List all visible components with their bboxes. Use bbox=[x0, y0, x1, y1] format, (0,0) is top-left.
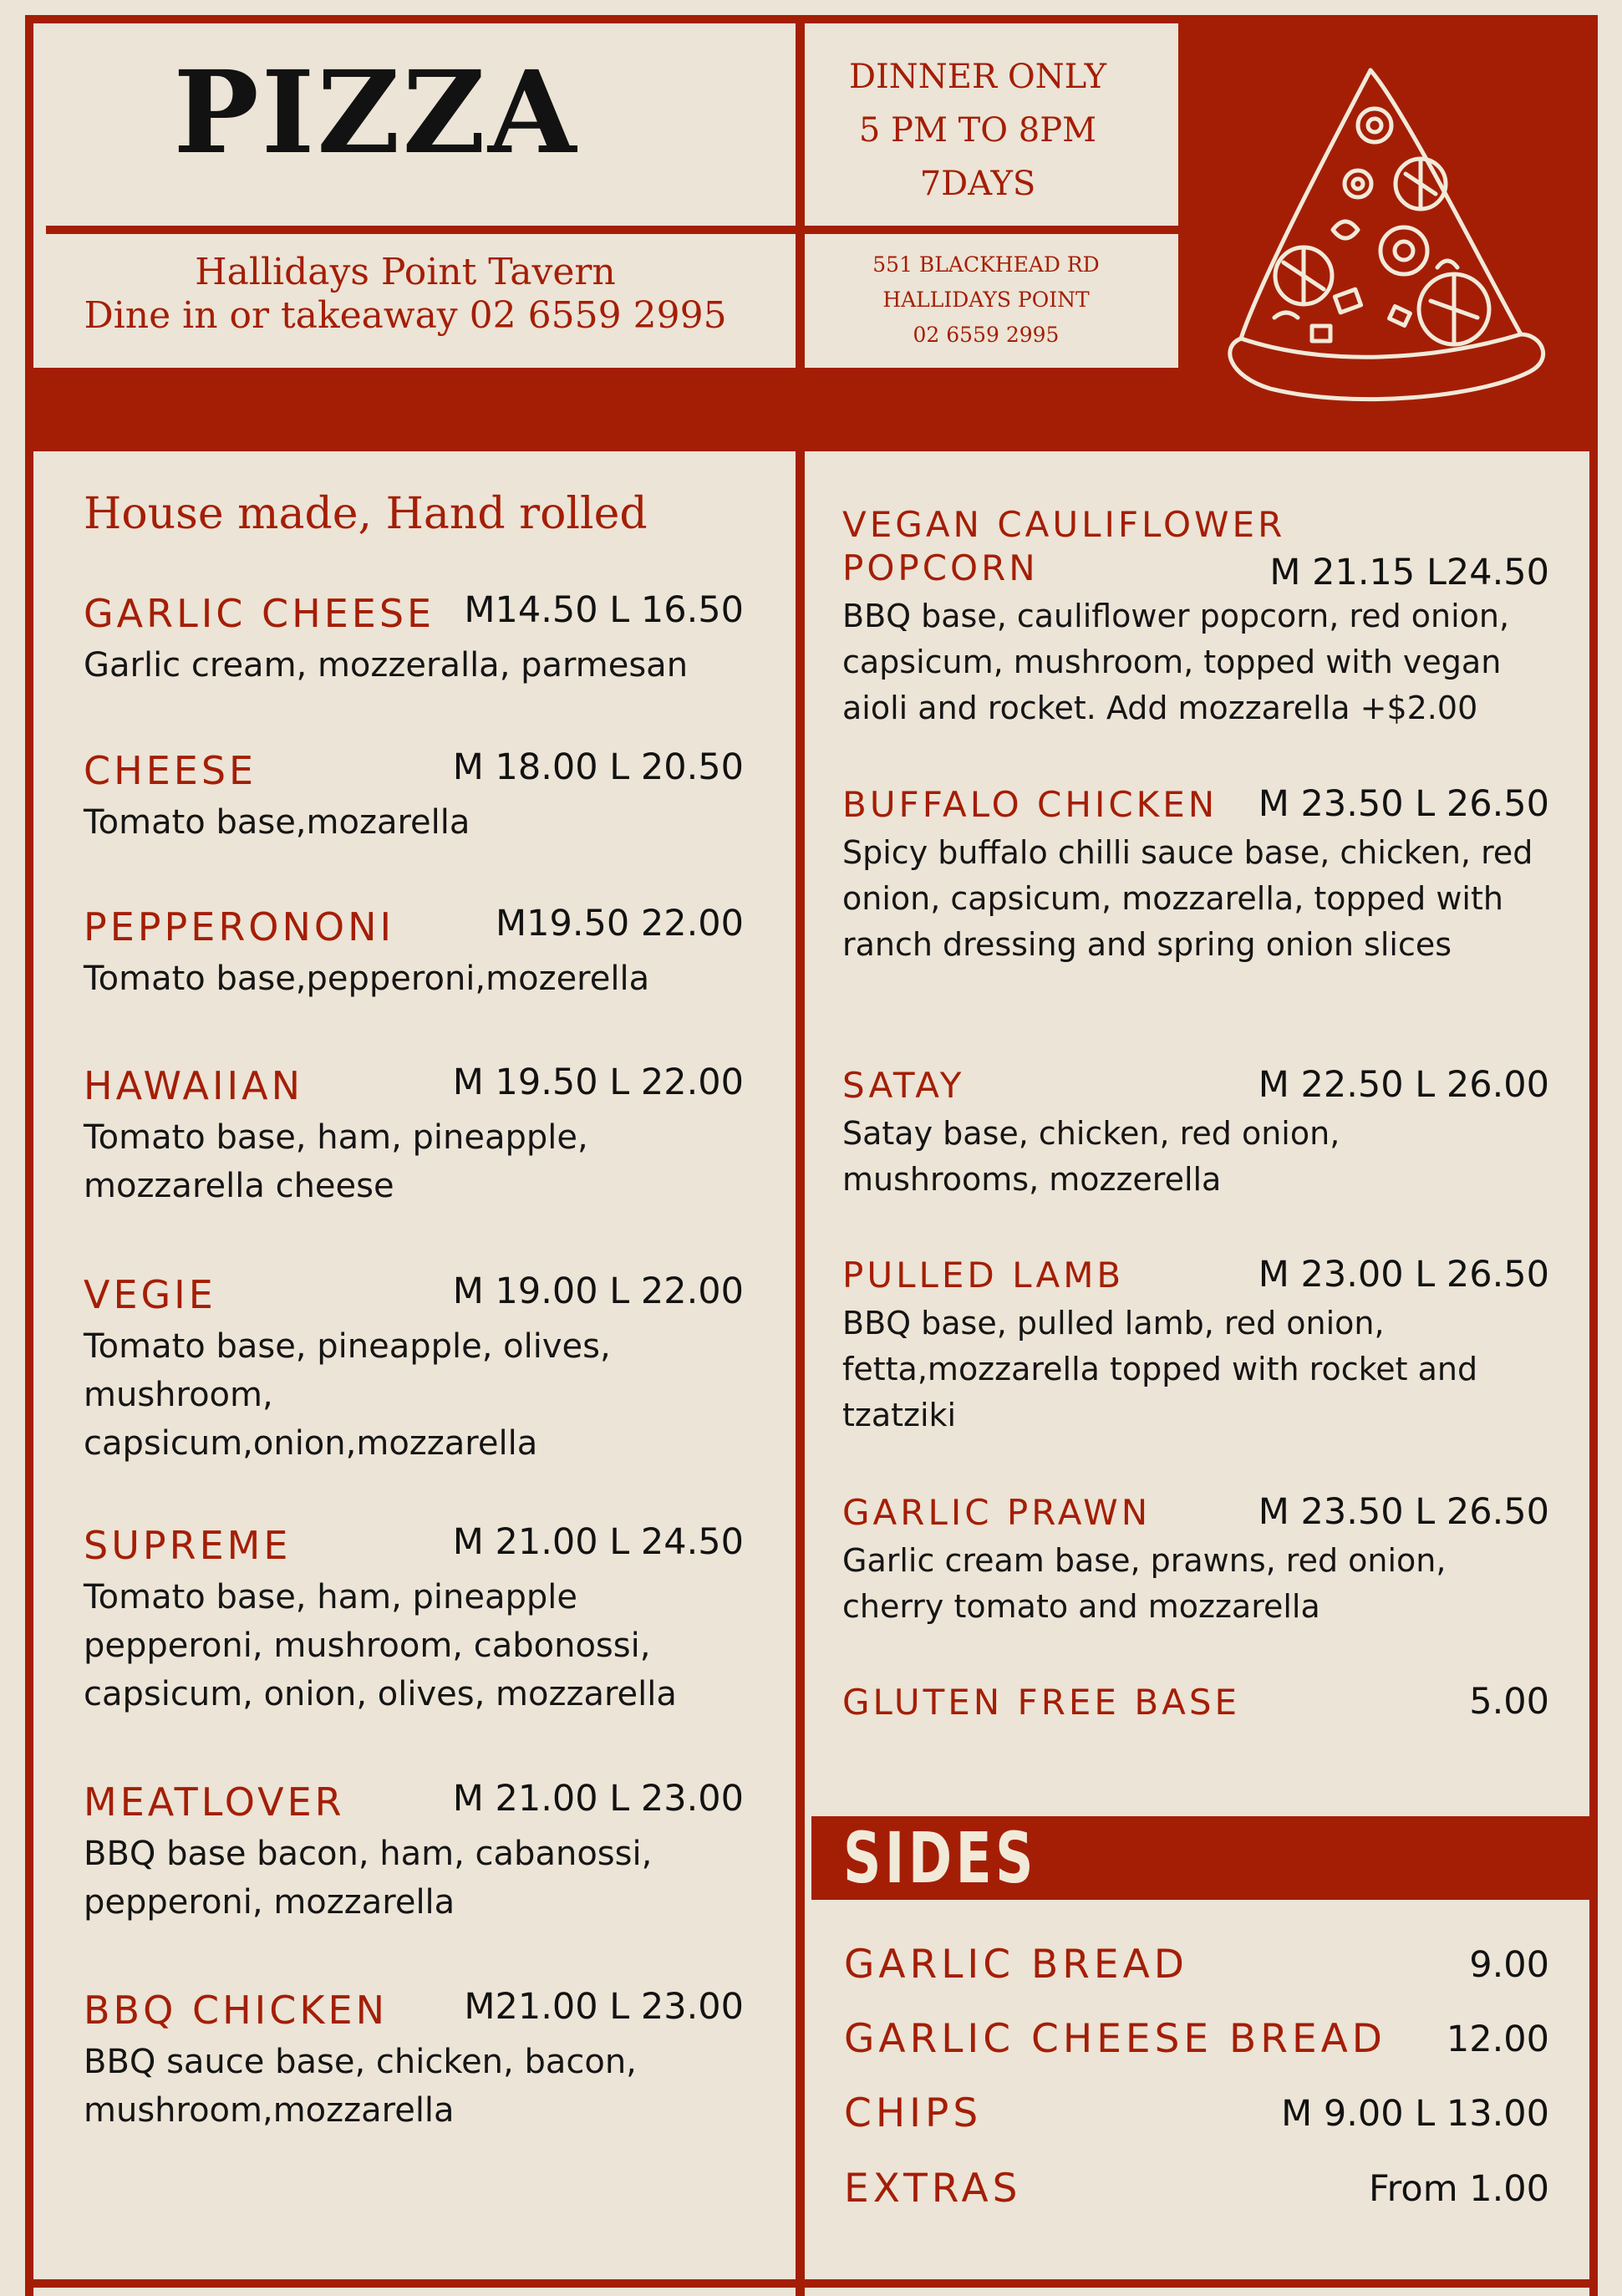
sides-title: SIDES bbox=[843, 1817, 1038, 1899]
menu-item-garlic-prawn bbox=[842, 1491, 1549, 1630]
address-phone: 02 6559 2995 bbox=[913, 323, 1060, 347]
item-price: M 19.00 L 22.00 bbox=[452, 1270, 744, 1312]
hours-line: 7DAYS bbox=[919, 165, 1036, 203]
menu-item-supreme bbox=[84, 1521, 744, 1718]
item-description: Satay base, chicken, red onion, mushrooms, mozzerella bbox=[842, 1115, 1340, 1198]
menu-item-meatlover bbox=[84, 1778, 744, 1927]
item-price: M 21.00 L 23.00 bbox=[452, 1778, 744, 1820]
item-name: VEGIE bbox=[84, 1272, 216, 1317]
item-description: Tomato base, pineapple, olives, mushroom, capsicum,onion,mozzarella bbox=[84, 1327, 611, 1463]
menu-item-satay bbox=[842, 1064, 1549, 1203]
menu-item-vegie bbox=[84, 1270, 744, 1468]
item-price: M 23.00 L 26.50 bbox=[1258, 1254, 1549, 1296]
item-description: BBQ sauce base, chicken, bacon, mushroom,mozzarella bbox=[84, 2043, 637, 2130]
menu-item-pepperononi bbox=[84, 903, 744, 1003]
frame-left bbox=[25, 15, 33, 2296]
menu-item-garlic-cheese bbox=[84, 589, 744, 690]
side-name: GARLIC CHEESE BREAD bbox=[844, 2016, 1386, 2062]
item-description: BBQ base bacon, ham, cabanossi, pepperoni, mozzarella bbox=[84, 1835, 653, 1922]
item-name: SUPREME bbox=[84, 1523, 292, 1568]
header-divider bbox=[46, 226, 1178, 234]
item-name: PEPPERONONI bbox=[84, 904, 395, 949]
item-description: Tomato base,pepperoni,mozerella bbox=[84, 960, 650, 998]
item-description: Garlic cream, mozzeralla, parmesan bbox=[84, 646, 689, 685]
address-street: 551 BLACKHEAD RD bbox=[872, 252, 1100, 277]
page-title: PIZZA bbox=[173, 46, 579, 180]
item-description: Garlic cream base, prawns, red onion, cherry tomato and mozzarella bbox=[842, 1542, 1447, 1625]
item-name: BUFFALO CHICKEN bbox=[842, 784, 1218, 825]
side-price: 12.00 bbox=[1446, 2019, 1549, 2060]
item-price: 5.00 bbox=[1469, 1681, 1549, 1723]
side-item-chips bbox=[844, 2085, 1549, 2143]
side-name: EXTRAS bbox=[844, 2166, 1022, 2212]
tavern-contact: Dine in or takeaway 02 6559 2995 bbox=[84, 294, 727, 337]
item-description: Tomato base, ham, pineapple, mozzarella cheese bbox=[84, 1118, 588, 1205]
item-description: BBQ base, cauliflower popcorn, red onion, capsicum, mushroom, topped with vegan aioli and rocket. Add mozzarella +$2.00 bbox=[842, 598, 1510, 726]
item-name: VEGAN CAULIFLOWER POPCORN bbox=[842, 504, 1286, 588]
address-suburb: HALLIDAYS POINT bbox=[882, 288, 1090, 312]
side-item-garlic-bread bbox=[844, 1936, 1549, 1994]
tavern-name: Hallidays Point Tavern bbox=[195, 251, 616, 293]
item-name: MEATLOVER bbox=[84, 1779, 345, 1825]
menu-item-bbq-chicken bbox=[84, 1986, 744, 2135]
item-price: M21.00 L 23.00 bbox=[464, 1986, 744, 2028]
item-description: Tomato base,mozarella bbox=[84, 803, 470, 842]
menu-item-pulled-lamb bbox=[842, 1254, 1549, 1438]
pizza-slice-icon bbox=[1212, 59, 1563, 410]
column-divider bbox=[796, 15, 805, 2296]
item-name: HAWAIIAN bbox=[84, 1063, 303, 1108]
side-name: CHIPS bbox=[844, 2090, 983, 2136]
menu-item-vegan-cauliflower-popcorn bbox=[842, 503, 1549, 731]
side-price: 9.00 bbox=[1469, 1944, 1549, 1986]
sides-banner bbox=[811, 1816, 1591, 1900]
menu-item-hawaiian bbox=[84, 1061, 744, 1210]
tagline: House made, Hand rolled bbox=[84, 489, 648, 539]
menu-item-cheese bbox=[84, 746, 744, 847]
menu-item-gluten-free-base bbox=[842, 1681, 1549, 1724]
item-price: M19.50 22.00 bbox=[496, 903, 744, 944]
hours-line: DINNER ONLY bbox=[848, 58, 1107, 96]
item-name: SATAY bbox=[842, 1065, 965, 1106]
hours-line: 5 PM TO 8PM bbox=[858, 111, 1097, 150]
item-name: BBQ CHICKEN bbox=[84, 1988, 388, 2033]
side-price: From 1.00 bbox=[1369, 2168, 1549, 2210]
item-price: M 21.00 L 24.50 bbox=[452, 1521, 744, 1563]
menu-item-buffalo-chicken bbox=[842, 783, 1549, 968]
item-description: Tomato base, ham, pineapple pepperoni, mushroom, cabonossi, capsicum, onion, olives, mozzarella bbox=[84, 1578, 677, 1713]
item-price: M 23.50 L 26.50 bbox=[1258, 1491, 1549, 1533]
item-price: M 23.50 L 26.50 bbox=[1258, 783, 1549, 825]
item-price: M14.50 L 16.50 bbox=[464, 589, 744, 631]
item-price: M 18.00 L 20.50 bbox=[452, 746, 744, 788]
item-price: M 19.50 L 22.00 bbox=[452, 1061, 744, 1103]
item-price: M 21.15 L24.50 bbox=[1269, 552, 1549, 593]
item-name: GARLIC CHEESE bbox=[84, 591, 435, 636]
side-item-extras bbox=[844, 2160, 1549, 2218]
opening-hours bbox=[802, 50, 1153, 211]
tavern-info bbox=[46, 251, 765, 338]
item-description: BBQ base, pulled lamb, red onion, fetta,mozzarella topped with rocket and tzatziki bbox=[842, 1305, 1478, 1433]
item-name: GLUTEN FREE BASE bbox=[842, 1682, 1241, 1723]
side-name: GARLIC BREAD bbox=[844, 1942, 1188, 1988]
item-name: CHEESE bbox=[84, 748, 257, 793]
item-price: M 22.50 L 26.00 bbox=[1258, 1064, 1549, 1106]
frame-bottom bbox=[25, 2279, 1598, 2288]
item-description: Spicy buffalo chilli sauce base, chicken, red onion, capsicum, mozzarella, topped with ranch dressing and spring onion slices bbox=[842, 834, 1533, 963]
side-item-garlic-cheese-bread bbox=[844, 2010, 1549, 2069]
item-name: GARLIC PRAWN bbox=[842, 1492, 1152, 1533]
item-name: PULLED LAMB bbox=[842, 1255, 1125, 1296]
address-block bbox=[802, 247, 1170, 353]
side-price: M 9.00 L 13.00 bbox=[1281, 2093, 1549, 2135]
